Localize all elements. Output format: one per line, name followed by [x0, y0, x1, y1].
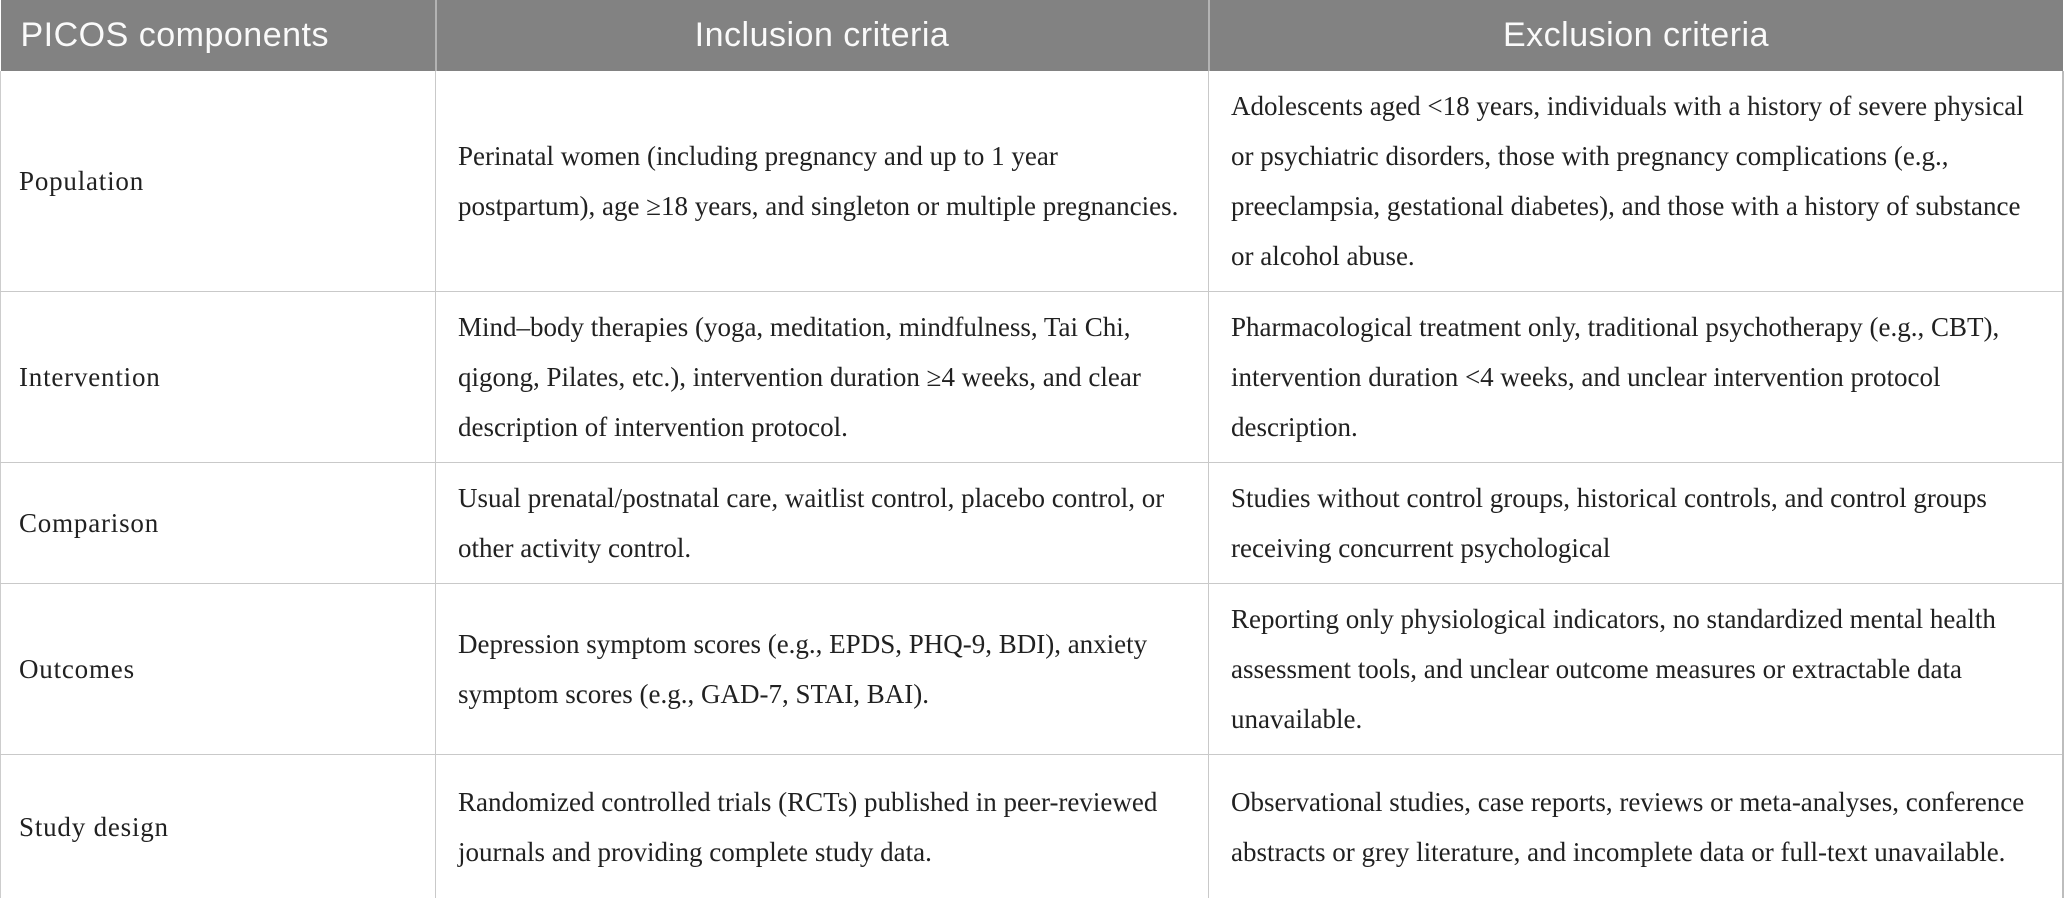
component-label: Comparison — [1, 463, 436, 584]
table-row-comparison — [1, 463, 2063, 584]
component-label: Outcomes — [1, 584, 436, 755]
component-label: Study design — [1, 755, 436, 898]
inclusion-cell: Perinatal women (including pregnancy and up to 1 year postpartum), age ≥18 years, and singleton or multiple pregnancies. — [436, 71, 1209, 292]
column-header-exclusion-criteria: Exclusion criteria — [1209, 0, 2063, 71]
exclusion-cell: Studies without control groups, historical controls, and control groups receiving concurrent psychological — [1209, 463, 2063, 584]
table-row-population — [1, 71, 2063, 292]
exclusion-cell: Reporting only physiological indicators, no standardized mental health assessment tools, and unclear outcome measures or extractable data unavailable. — [1209, 584, 2063, 755]
header-row — [1, 0, 2063, 71]
exclusion-cell: Pharmacological treatment only, traditional psychotherapy (e.g., CBT), intervention duration <4 weeks, and unclear intervention protocol description. — [1209, 292, 2063, 463]
component-label: Intervention — [1, 292, 436, 463]
table-body — [1, 71, 2063, 898]
exclusion-cell: Observational studies, case reports, reviews or meta-analyses, conference abstracts or grey literature, and incomplete data or full-text unavailable. — [1209, 755, 2063, 898]
table-row-study-design — [1, 755, 2063, 898]
component-label: Population — [1, 71, 436, 292]
column-header-picos-components: PICOS components — [1, 0, 436, 71]
column-header-inclusion-criteria: Inclusion criteria — [436, 0, 1209, 71]
inclusion-cell: Randomized controlled trials (RCTs) published in peer-reviewed journals and providing complete study data. — [436, 755, 1209, 898]
inclusion-cell: Depression symptom scores (e.g., EPDS, PHQ-9, BDI), anxiety symptom scores (e.g., GAD-7, STAI, BAI). — [436, 584, 1209, 755]
inclusion-cell: Mind–body therapies (yoga, meditation, mindfulness, Tai Chi, qigong, Pilates, etc.), intervention duration ≥4 weeks, and clear description of intervention protocol. — [436, 292, 1209, 463]
table-row-outcomes — [1, 584, 2063, 755]
table-row-intervention — [1, 292, 2063, 463]
exclusion-cell: Adolescents aged <18 years, individuals with a history of severe physical or psychiatric disorders, those with pregnancy complications (e.g., preeclampsia, gestational diabetes), and those with a history of substance or alcohol abuse. — [1209, 71, 2063, 292]
table-header — [1, 0, 2063, 71]
inclusion-cell: Usual prenatal/postnatal care, waitlist control, placebo control, or other activity control. — [436, 463, 1209, 584]
